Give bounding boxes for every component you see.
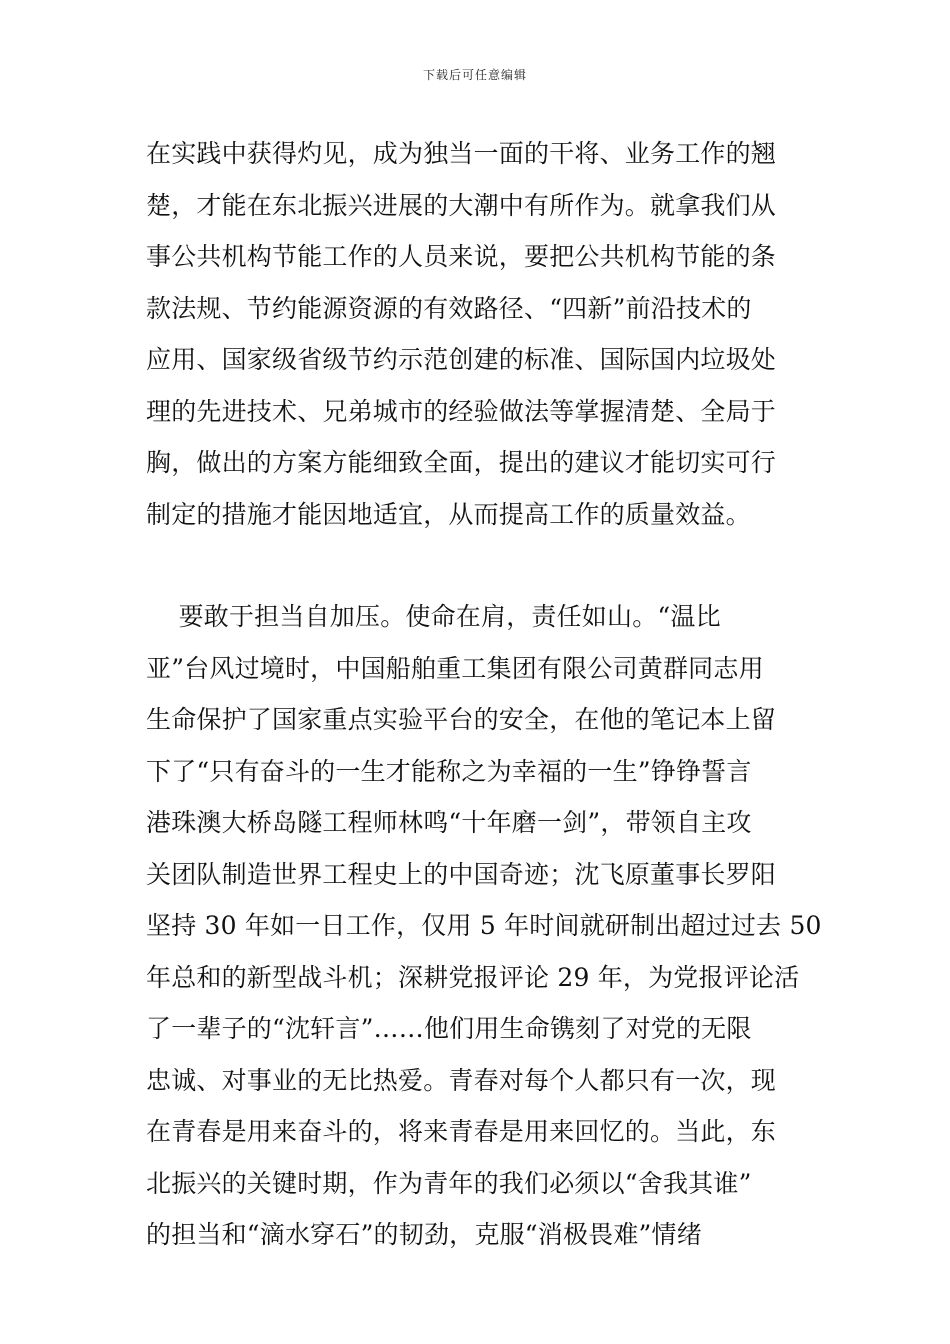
paragraph-1 xyxy=(146,128,818,540)
text-line: 忠诚、对事业的无比热爱。青春对每个人都只有一次，现 xyxy=(146,1065,777,1095)
text-line: 胸，做出的方案方能细致全面，提出的建议才能切实可行 xyxy=(146,448,777,477)
page-header: 下载后可任意编辑 xyxy=(422,68,527,82)
text-line: 款法规、节约能源资源的有效路径、“四新”前沿技术的 xyxy=(146,293,752,323)
text-line: 在青春是用来奋斗的，将来青春是用来回忆的。当此，东 xyxy=(146,1117,777,1146)
text-line: 事公共机构节能工作的人员来说，要把公共机构节能的条 xyxy=(146,242,777,271)
text-line: 关团队制造世界工程史上的中国奇迹；沈飞原董事长罗阳 xyxy=(146,859,777,889)
text-line: 理的先进技术、兄弟城市的经验做法等掌握清楚、全局于 xyxy=(146,396,777,426)
text-line: 年总和的新型战斗机；深耕党报评论 29 年，为党报评论活 xyxy=(146,962,800,992)
text-line: 北振兴的关键时期，作为青年的我们必须以“舍我其谁” xyxy=(146,1168,752,1198)
text-line: 制定的措施才能因地适宜，从而提高工作的质量效益。 xyxy=(146,499,751,529)
paragraph-2 xyxy=(146,591,822,1261)
text-line: 了一辈子的“沈轩言”……他们用生命镌刻了对党的无限 xyxy=(146,1014,752,1043)
text-line: 坚持 30 年如一日工作，仅用 5 年时间就研制出超过过去 50 xyxy=(146,911,822,940)
text-line: 楚，才能在东北振兴进展的大潮中有所作为。就拿我们从 xyxy=(146,190,777,220)
text-line: 生命保护了国家重点实验平台的安全，在他的笔记本上留 xyxy=(146,705,777,734)
text-line: 港珠澳大桥岛隧工程师林鸣“十年磨一剑”，带领自主攻 xyxy=(146,808,752,837)
text-line: 下了“只有奋斗的一生才能称之为幸福的一生”铮铮誓言 xyxy=(146,756,752,786)
text-line: 应用、国家级省级节约示范创建的标准、国际国内垃圾处 xyxy=(146,345,777,374)
text-line: 在实践中获得灼见，成为独当一面的干将、业务工作的翘 xyxy=(146,139,777,168)
document-body xyxy=(146,128,822,1261)
text-line: 要敢于担当自加压。使命在肩，责任如山。“温比 xyxy=(146,602,721,631)
text-line: 亚”台风过境时，中国船舶重工集团有限公司黄群同志用 xyxy=(146,653,764,683)
text-line: 的担当和“滴水穿石”的韧劲，克服“消极畏难”情绪 xyxy=(146,1220,702,1249)
